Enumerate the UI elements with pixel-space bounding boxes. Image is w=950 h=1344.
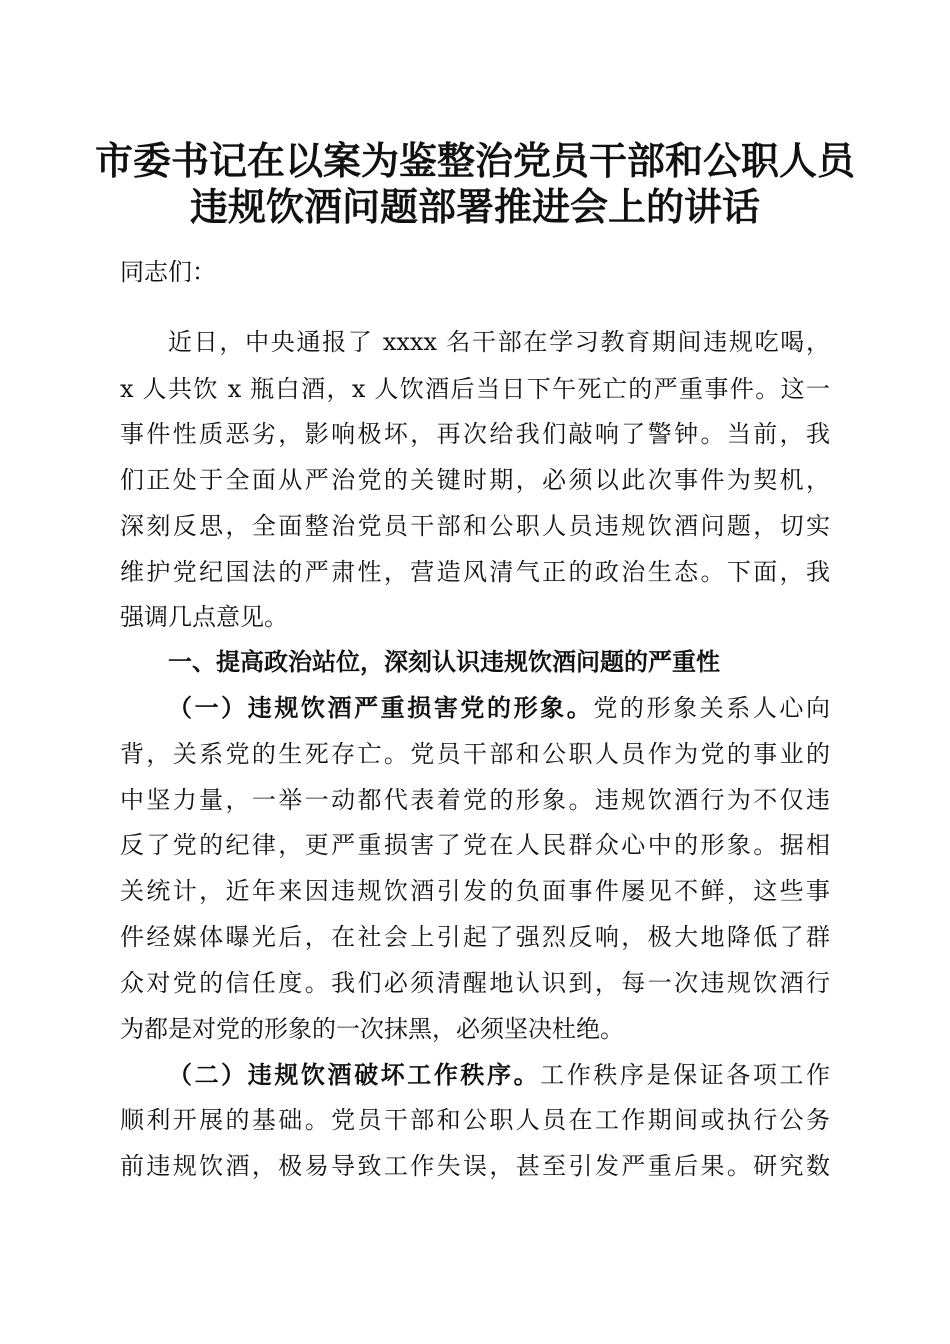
- intro-line: 们正处于全面从严治党的关键时期，必须以此次事件为契机，: [120, 466, 830, 494]
- subsection-1-line: 件经媒体曝光后，在社会上引起了强烈反响，极大地降低了群: [120, 923, 830, 951]
- subsection-2-first-line: [168, 1055, 830, 1095]
- subsection-1-line: 关统计，近年来因违规饮酒引发的负面事件屡见不鲜，这些事: [120, 877, 830, 905]
- subsection-2-first-rest: 工作秩序是保证各项工作: [540, 1061, 830, 1089]
- subsection-2-line: 前违规饮酒，极易导致工作失误，甚至引发严重后果。研究数: [120, 1152, 830, 1180]
- subsection-1-line: 众对党的信任度。我们必须清醒地认识到，每一次违规饮酒行: [120, 969, 830, 997]
- document-title-line-2: 违规饮酒问题部署推进会上的讲话: [189, 184, 760, 229]
- section-1-heading: 一、提高政治站位，深刻认识违规饮酒问题的严重性: [168, 648, 720, 676]
- subsection-1-line: 为都是对党的形象的一次抹黑，必须坚决杜绝。: [120, 1015, 624, 1043]
- intro-line: 深刻反思，全面整治党员干部和公职人员违规饮酒问题，切实: [120, 512, 830, 540]
- intro-line: 事件性质恶劣，影响极坏，再次给我们敲响了警钟。当前，我: [120, 420, 830, 448]
- subsection-1-title: （一）违规饮酒严重损害党的形象。: [168, 694, 594, 722]
- document-title-line-1: 市委书记在以案为鉴整治党员干部和公职人员: [94, 138, 855, 183]
- subsection-2-title: （二）违规饮酒破坏工作秩序。: [168, 1061, 541, 1089]
- subsection-1-line: 背，关系党的生死存亡。党员干部和公职人员作为党的事业的: [120, 740, 830, 768]
- subsection-1-line: 反了党的纪律，更严重损害了党在人民群众心中的形象。据相: [120, 831, 830, 859]
- intro-line: 强调几点意见。: [120, 603, 288, 631]
- subsection-1-line: 中坚力量，一举一动都代表着党的形象。违规饮酒行为不仅违: [120, 786, 830, 814]
- intro-line: 近日，中央通报了 xxxx 名干部在学习教育期间违规吃喝，: [168, 328, 830, 356]
- subsection-2-line: 顺利开展的基础。党员干部和公职人员在工作期间或执行公务: [120, 1106, 830, 1134]
- intro-line: 维护党纪国法的严肃性，营造风清气正的政治生态。下面，我: [120, 558, 830, 586]
- subsection-1-first-line: [168, 688, 830, 728]
- intro-line: x 人共饮 x 瓶白酒，x 人饮酒后当日下午死亡的严重事件。这一: [120, 375, 830, 403]
- subsection-1-first-rest: 党的形象关系人心向: [593, 694, 830, 722]
- salutation: 同志们：: [120, 258, 216, 286]
